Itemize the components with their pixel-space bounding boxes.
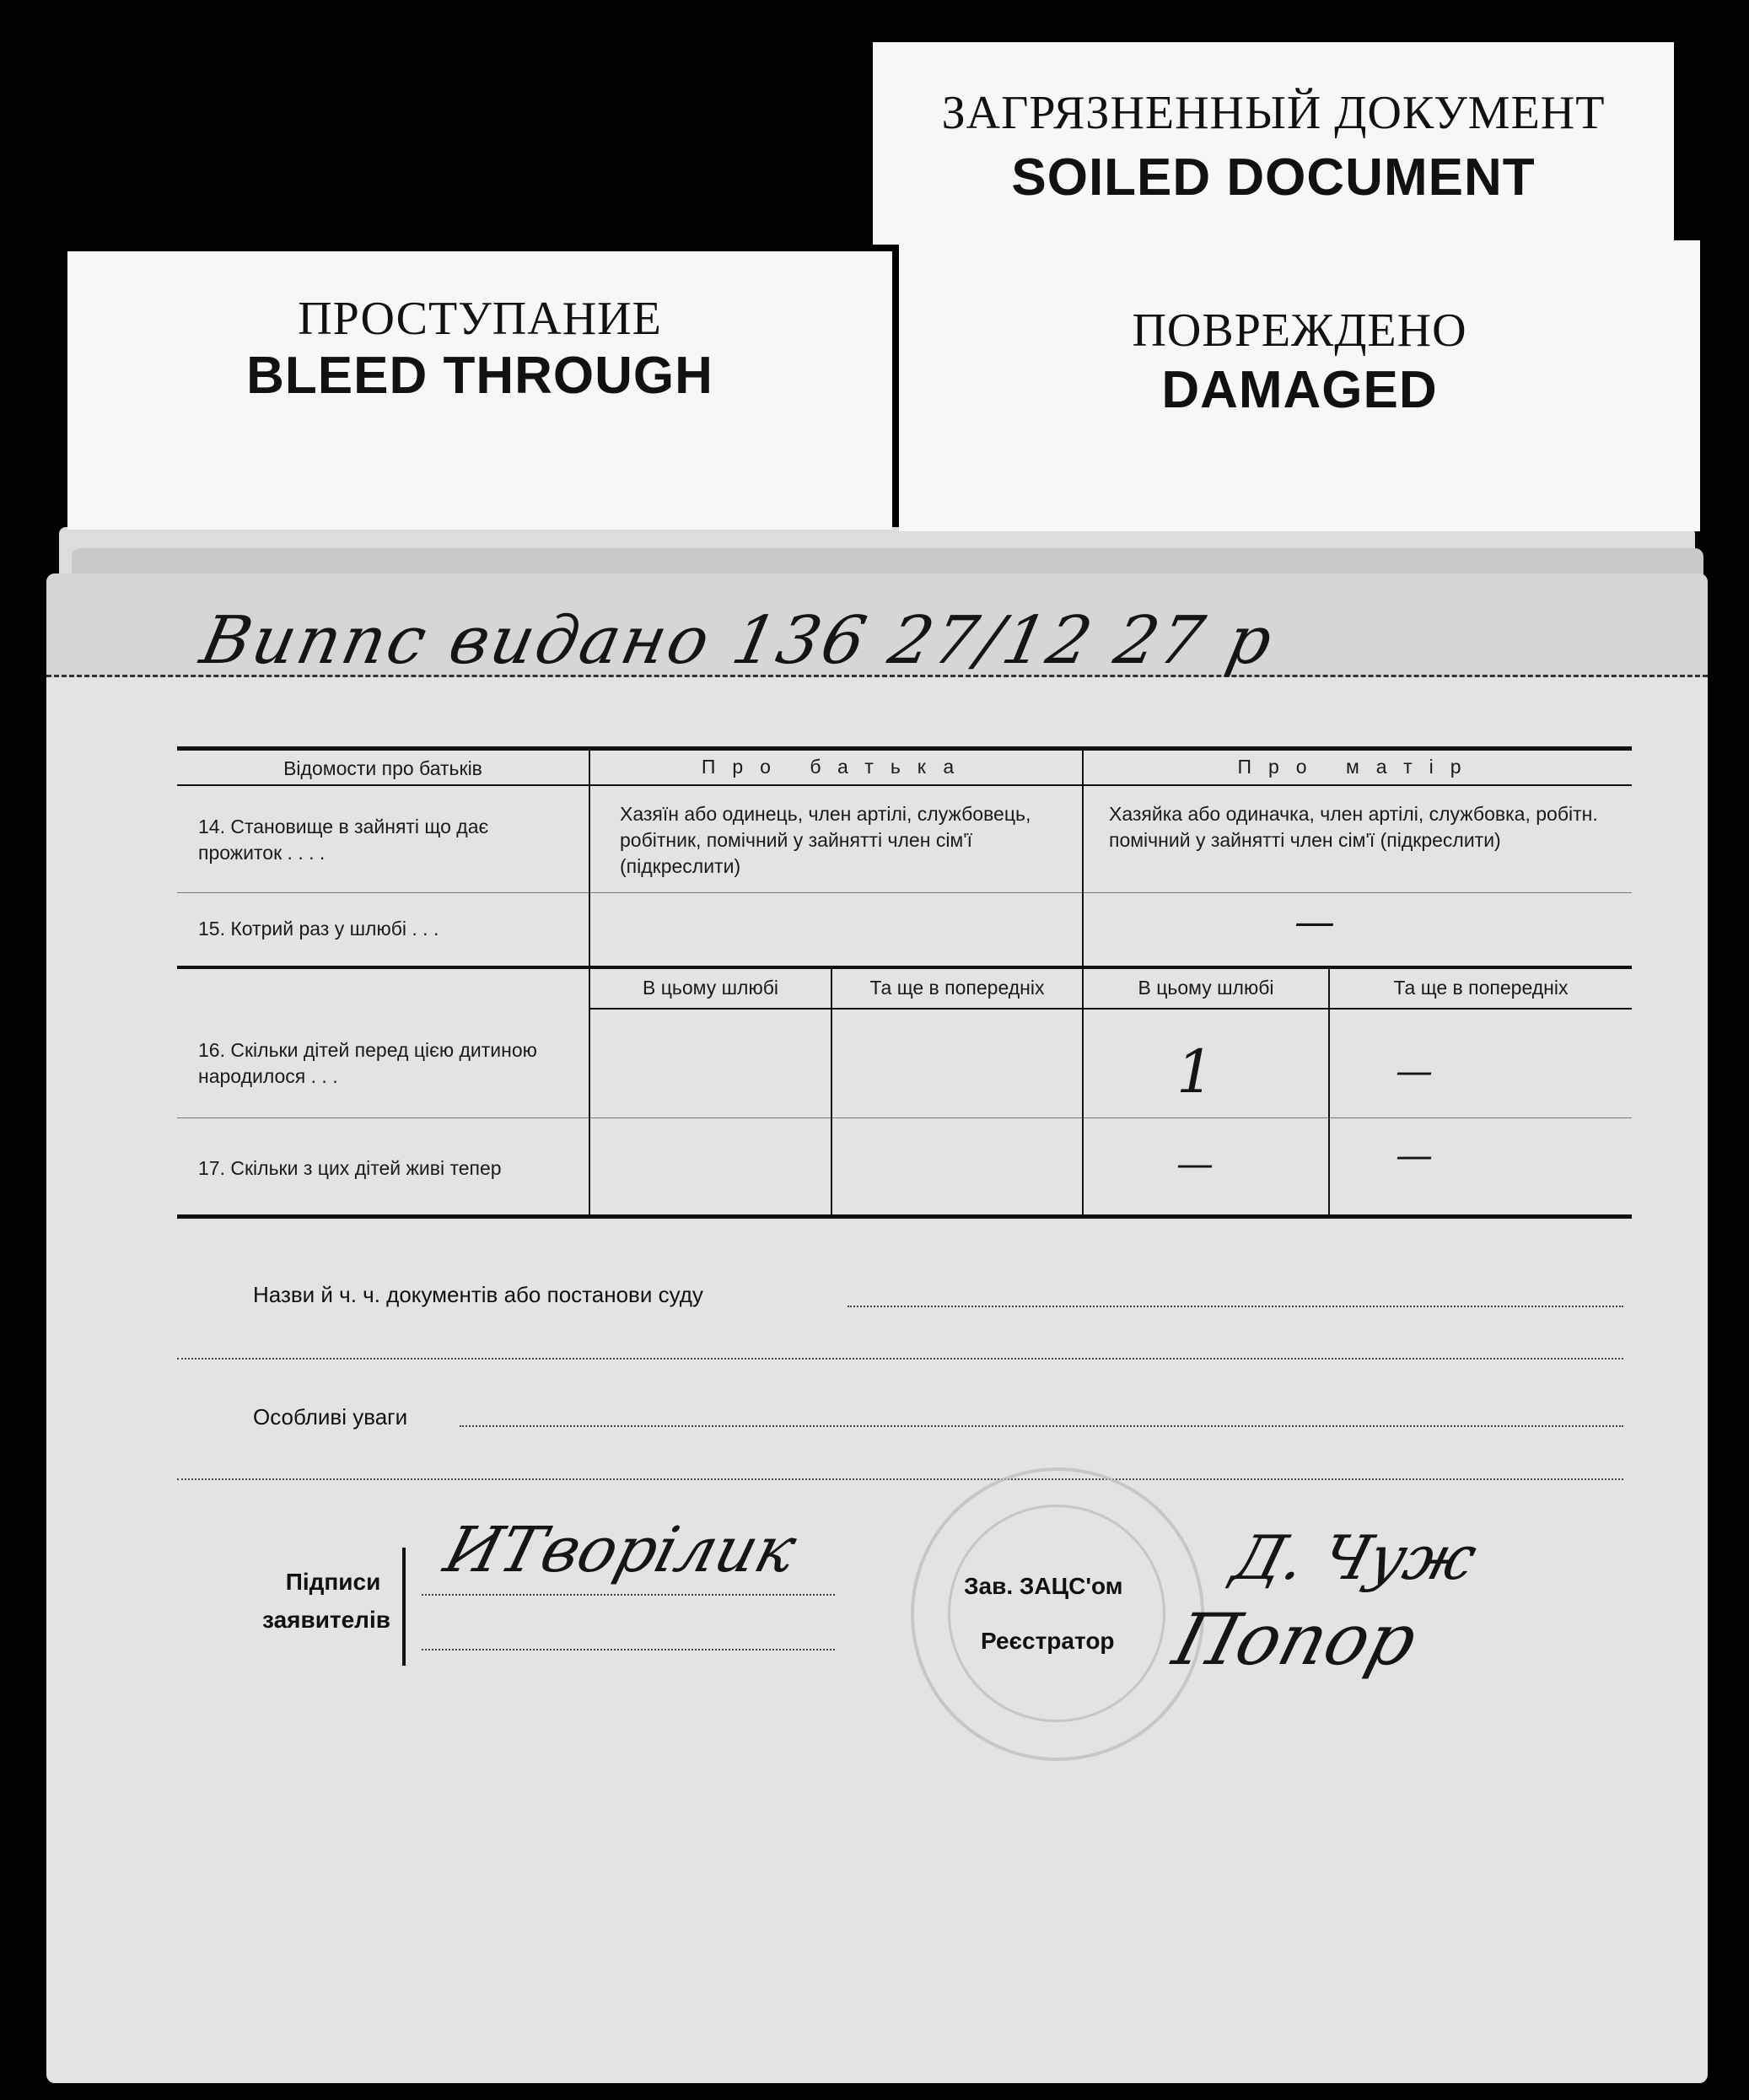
damaged-en-label: DAMAGED bbox=[1161, 361, 1438, 419]
col-divider-mother bbox=[1328, 968, 1330, 1219]
header-handwriting: Виппс видано 136 27/12 27 р bbox=[194, 603, 1282, 679]
damaged-ru-label: ПОВРЕЖДЕНО bbox=[1132, 304, 1467, 357]
header-parents-info: Відомости про батьків bbox=[283, 757, 482, 779]
documents-label: Назви й ч. ч. документів або постанови суду bbox=[253, 1282, 703, 1307]
row17-mother-this: — bbox=[1176, 1143, 1214, 1186]
row15-bottom-rule bbox=[177, 966, 1632, 969]
subheader-father-prev: Та ще в попередніх bbox=[869, 977, 1045, 999]
notes-line bbox=[460, 1425, 1623, 1427]
soiled-en-label: SOILED DOCUMENT bbox=[1011, 148, 1536, 207]
table-bottom-rule bbox=[177, 1214, 1632, 1219]
row14-mother: Хазяйка або одиначка, член артілі, службовка, робітн. помічний у зайнятті член сім'ї (підкреслити) bbox=[1109, 803, 1598, 851]
head-signature: Д. Чуж bbox=[1225, 1522, 1484, 1593]
notes-line-2 bbox=[177, 1478, 1623, 1480]
signature-bracket bbox=[402, 1548, 406, 1666]
row14-bottom-rule bbox=[177, 892, 1632, 893]
seal-stamp bbox=[911, 1467, 1204, 1761]
subheader-mother-prev: Та ще в попередніх bbox=[1393, 977, 1569, 999]
applicant-signature: ИТворілик bbox=[437, 1514, 805, 1586]
damaged-card bbox=[899, 240, 1700, 531]
header-father: Про батька bbox=[701, 756, 971, 778]
signatures-label-1: Підписи bbox=[285, 1569, 381, 1595]
applicant-signature-line-1 bbox=[422, 1594, 835, 1596]
bleed-ru-label: ПРОСТУПАНИЕ bbox=[298, 293, 662, 345]
applicant-signature-line-2 bbox=[422, 1649, 835, 1650]
notes-label: Особливі уваги bbox=[253, 1404, 408, 1430]
subheader-bottom-rule bbox=[590, 1008, 1632, 1010]
registrar-label: Реєстратор bbox=[981, 1628, 1115, 1654]
soiled-ru-label: ЗАГРЯЗНЕННЫЙ ДОКУМЕНТ bbox=[941, 87, 1606, 139]
documents-line-2 bbox=[177, 1358, 1623, 1360]
bleed-through-card bbox=[67, 251, 892, 530]
subheader-mother-this: В цьому шлюбі bbox=[1138, 977, 1274, 999]
row15-label: 15. Котрий раз у шлюбі . . . bbox=[198, 918, 439, 940]
header-mother: Про матір bbox=[1237, 756, 1478, 778]
table-top-rule bbox=[177, 746, 1632, 751]
soiled-document-card bbox=[873, 42, 1674, 245]
row17-mother-prev: — bbox=[1396, 1134, 1433, 1177]
documents-line bbox=[848, 1306, 1623, 1307]
subheader-father-this: В цьому шлюбі bbox=[642, 977, 779, 999]
bleed-en-label: BLEED THROUGH bbox=[246, 347, 713, 405]
row14-label: 14. Становище в зайняті що дає прожиток . . . . bbox=[198, 816, 489, 864]
row16-label: 16. Скільки дітей перед цією дитиною народилося . . . bbox=[198, 1039, 537, 1087]
top-band bbox=[46, 573, 1708, 677]
row17-label: 17. Скільки з цих дітей живі тепер bbox=[198, 1157, 502, 1179]
row14-father: Хазяїн або одинець, член артілі, службовець, робітник, помічний у зайнятті член сім'ї (підкреслити) bbox=[620, 803, 1031, 877]
header-bottom-rule bbox=[177, 784, 1632, 786]
document-sheet bbox=[46, 573, 1708, 2083]
row16-bottom-rule bbox=[177, 1117, 1632, 1118]
row16-mother-prev: — bbox=[1396, 1050, 1433, 1093]
head-label: Зав. ЗАЦС'ом bbox=[964, 1573, 1123, 1599]
row16-mother-this: 1 bbox=[1176, 1037, 1214, 1107]
signatures-label-2: заявителів bbox=[262, 1607, 390, 1633]
col-divider-father bbox=[831, 968, 832, 1219]
registrar-signature: Попор bbox=[1165, 1598, 1426, 1681]
row15-mother-value: — bbox=[1294, 898, 1335, 945]
